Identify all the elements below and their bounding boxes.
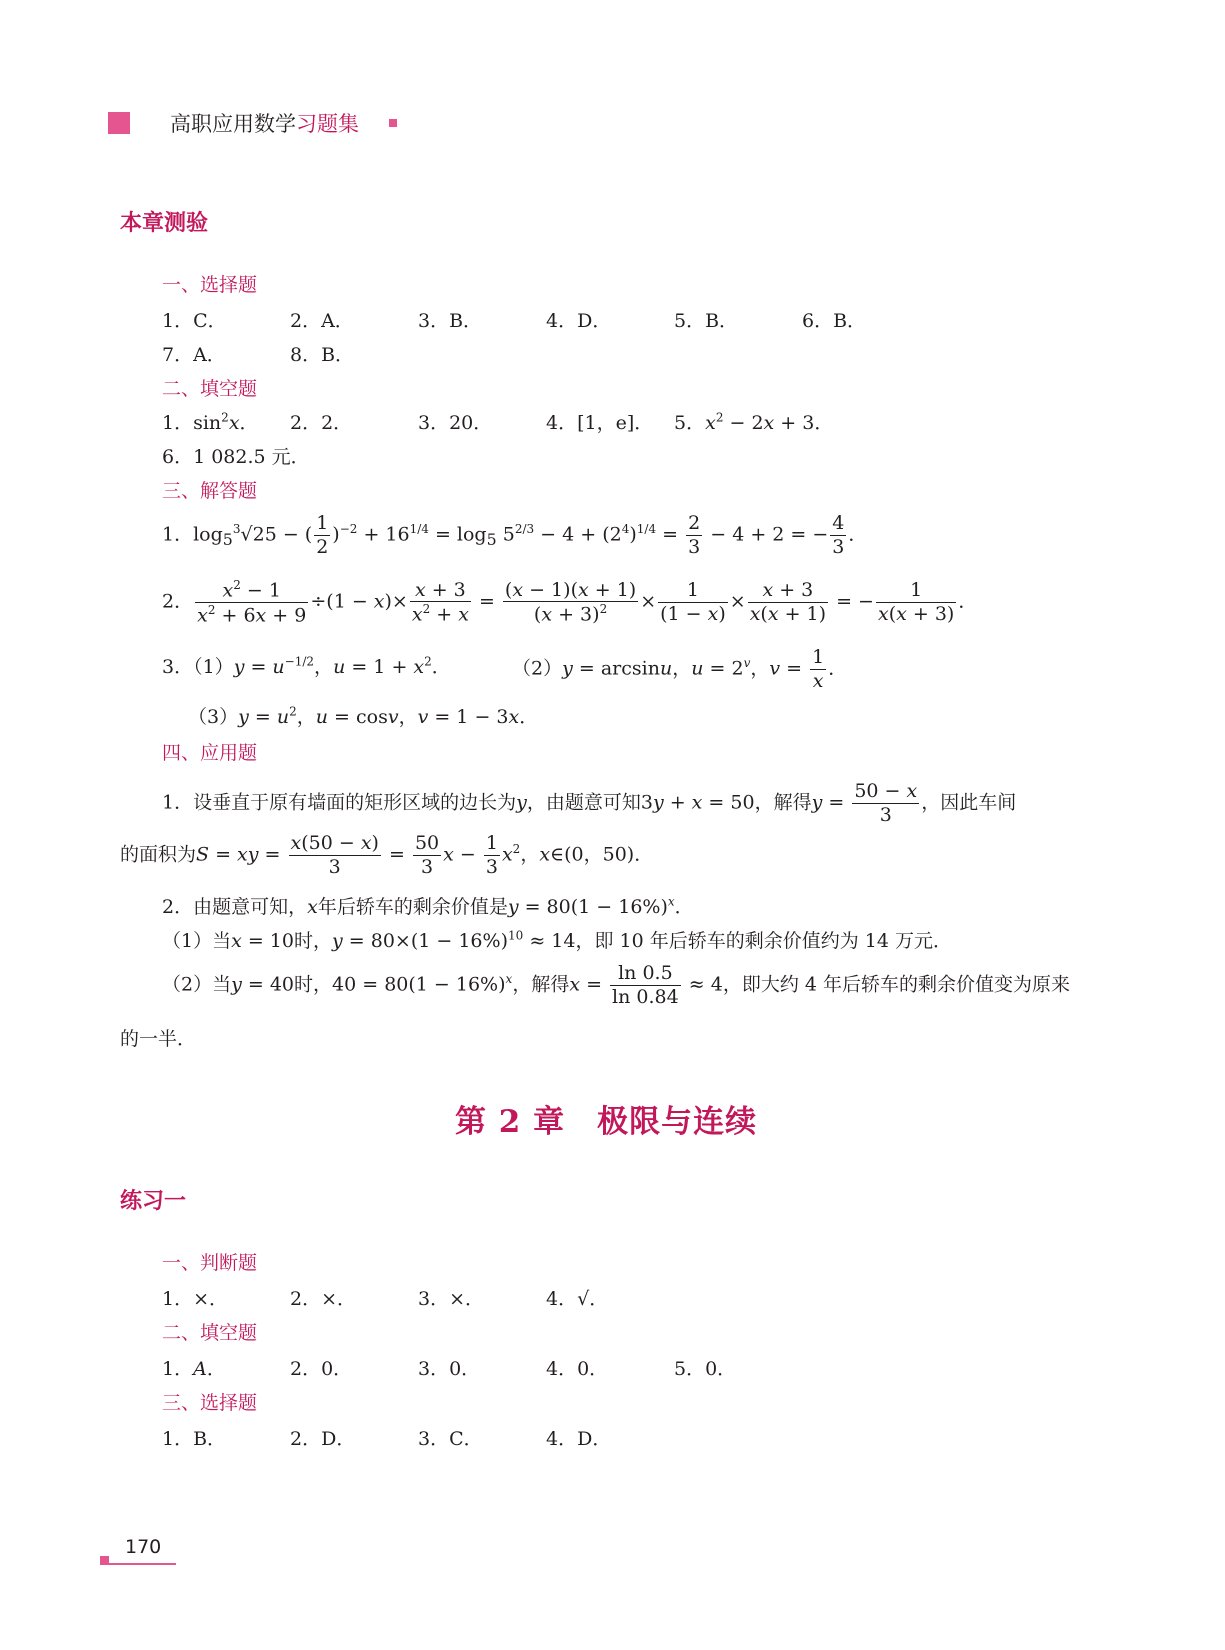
answer-item: 3．×． bbox=[418, 1288, 485, 1310]
header-title: 高职应用数学习题集 bbox=[170, 112, 359, 136]
answer-item: 5．$x^2 - 2x + 3$． bbox=[674, 410, 834, 434]
equation-3-2: （2）y = arcsinu，$u = 2^v$，v = $\frac{1}{x}$ ． bbox=[512, 646, 848, 692]
answer-item: 7．A． bbox=[162, 344, 226, 366]
subsection-heading: 二、填空题 bbox=[162, 1322, 258, 1344]
application-2: 2．由题意可知，x年后轿车的剩余价值是$y = 80(1 - 16\%)^x$． bbox=[162, 894, 694, 918]
answer-item: 4．√． bbox=[546, 1288, 609, 1310]
equation-2: 2． $\frac{x^2 - 1}{x^2 + 6x + 9}$ ÷(1 − x)× $\frac{x + 3}{x^2 + x}$ = $\frac{(x - 1)(x + 1)}{(x + 3)^2}$ × $\frac{1}{(1 - x)}$ × $\frac{x + 3}{x(x + 1)}$ = − $\frac{1}{x(x + 3)}$ ． bbox=[162, 578, 978, 627]
answer-item: 1．B． bbox=[162, 1428, 227, 1450]
subsection-heading: 四、应用题 bbox=[162, 742, 258, 764]
answer-item: 4．D． bbox=[546, 310, 612, 332]
header-square-icon bbox=[108, 112, 130, 134]
subsection-heading: 三、选择题 bbox=[162, 1392, 258, 1414]
answer-item: 1．$\sin^2x$． bbox=[162, 410, 259, 434]
answer-item: 3．0． bbox=[418, 1358, 481, 1380]
section-title: 本章测验 bbox=[120, 211, 209, 236]
page-number: 170 bbox=[125, 1536, 162, 1558]
application-2-cont: 的一半． bbox=[120, 1028, 197, 1050]
subsection-heading: 二、填空题 bbox=[162, 378, 258, 400]
answer-item: 2．×． bbox=[290, 1288, 357, 1310]
application-1-cont: 的面积为S = xy = $\frac{x(50 - x)}{3}$ = $\frac{50}{3}$ x − $\frac{1}{3}$ $x^2$，x∈(0，50)． bbox=[120, 832, 654, 878]
footer-rule bbox=[100, 1563, 176, 1565]
answer-item: 1．A． bbox=[162, 1358, 226, 1380]
equation-3: 3．$(1)y = u^{-1/2}$，$u = 1 + x^2$． bbox=[162, 654, 451, 678]
answer-item: 1．×． bbox=[162, 1288, 229, 1310]
application-1: 1．设垂直于原有墙面的矩形区域的边长为y，由题意可知3y + x = 50，解得y = $\frac{50 - x}{3}$ ，因此车间 bbox=[162, 780, 1017, 826]
answer-item: 2．D． bbox=[290, 1428, 356, 1450]
header-dot-icon bbox=[389, 119, 397, 127]
answer-item: 2．2． bbox=[290, 412, 353, 434]
equation-3-3: $(3)y = u^2$，u = cosv，v = 1 − 3x． bbox=[188, 704, 539, 728]
answer-item: 5．B． bbox=[674, 310, 739, 332]
answer-item: 5．0． bbox=[674, 1358, 737, 1380]
subsection-heading: 一、选择题 bbox=[162, 274, 258, 296]
section-title: 练习一 bbox=[120, 1189, 187, 1214]
answer-item: 4．D． bbox=[546, 1428, 612, 1450]
subsection-heading: 一、判断题 bbox=[162, 1252, 258, 1274]
answer-item: 3．20． bbox=[418, 412, 493, 434]
answer-item: 6．1 082.5 元． bbox=[162, 446, 310, 468]
answer-item: 2．A． bbox=[290, 310, 354, 332]
equation-1: 1．$\log_5^3√25$ − ( $\frac{1}{2}$ )$^{-2} + 16^{1/4} = \log_5 5^{2/3} - 4 + (2^4)^{1/4}$ = $\frac{2}{3}$ − 4 + 2 = − $\frac{4}{3}$ ． bbox=[162, 512, 868, 558]
chapter-title: 第 2 章 极限与连续 bbox=[455, 1104, 758, 1140]
application-2-1: （1）当x = 10时，$y = 80\times(1 - 16\%)^{10} \approx 14$，即 10 年后轿车的剩余价值约为 14 万元． bbox=[162, 928, 952, 952]
subsection-heading: 三、解答题 bbox=[162, 480, 258, 502]
answer-item: 3．B． bbox=[418, 310, 483, 332]
answer-item: 3．C． bbox=[418, 1428, 483, 1450]
answer-item: 2．0． bbox=[290, 1358, 353, 1380]
answer-item: 1．C． bbox=[162, 310, 227, 332]
answer-item: 4．[1，e]． bbox=[546, 412, 654, 434]
answer-item: 8．B． bbox=[290, 344, 355, 366]
answer-item: 6．B． bbox=[802, 310, 867, 332]
answer-item: 4．0． bbox=[546, 1358, 609, 1380]
application-2-2: （2）当y = 40时，$40 = 80(1 - 16\%)^x$，解得x = $\frac{\ln 0.5}{\ln 0.84}$ ≈ 4，即大约 4 年后轿车的剩余价值变为原来 bbox=[162, 962, 1070, 1008]
